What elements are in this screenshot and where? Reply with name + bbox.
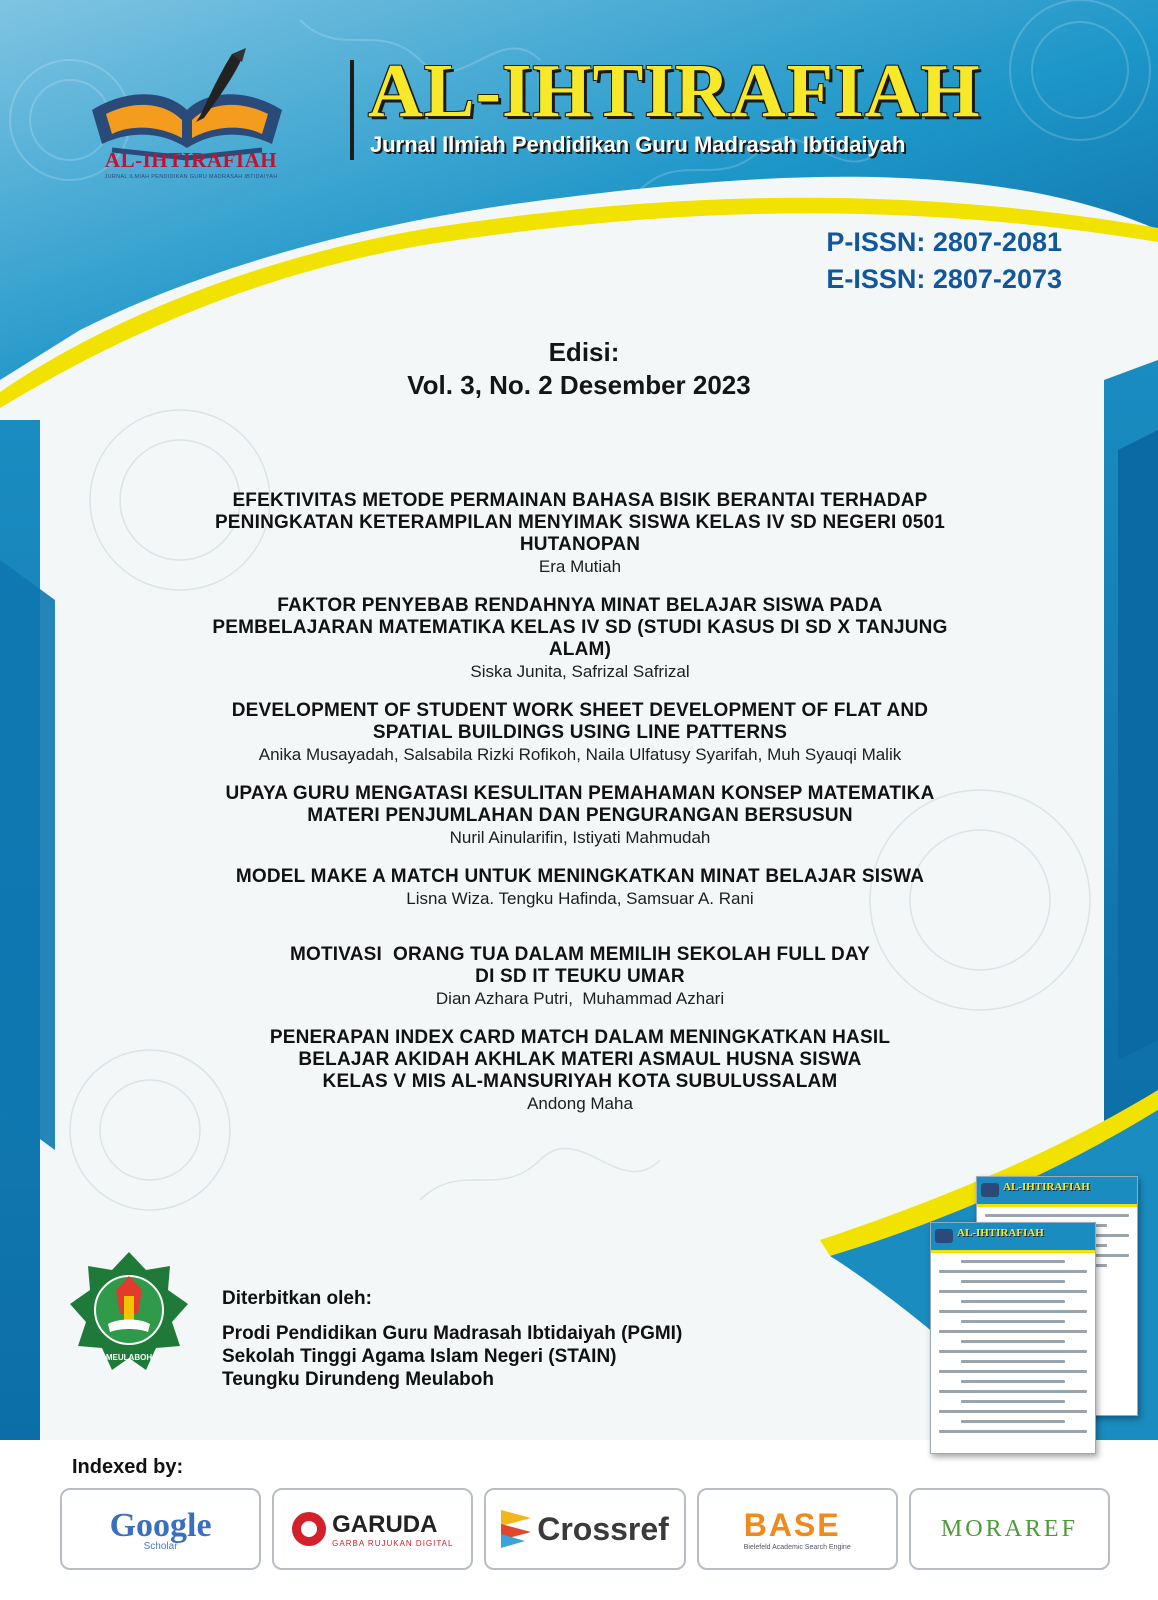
journal-subtitle: Jurnal Ilmiah Pendidikan Guru Madrasah Ibtidaiyah [370,132,906,157]
article-item [130,595,1030,683]
google-scholar-name: Google [109,1506,212,1544]
garuda-name: GARUDA [332,1510,438,1538]
garuda-icon [292,1512,326,1546]
article-authors: Era Mutiah [538,557,622,576]
thumbnail-title: AL-IHTIRAFIAH [957,1227,1044,1239]
issn-block [826,224,1062,298]
article-title-line: PENINGKATAN KETERAMPILAN MENYIMAK SISWA KELAS IV SD NEGERI 0501 [214,512,946,533]
journal-title: AL-IHTIRAFIAH [368,49,981,133]
edition-volume: Vol. 3, No. 2 Desember 2023 [407,370,751,400]
article-list [130,490,1030,1132]
article-authors: Nuril Ainularifin, Istiyati Mahmudah [449,828,711,847]
article-item [130,783,1030,849]
garuda-logo[interactable] [272,1488,473,1570]
article-authors: Andong Maha [527,1094,633,1113]
edition-block [0,336,1158,402]
article-title-line: BELAJAR AKIDAH AKHLAK MATERI ASMAUL HUSNA SISWA [298,1049,862,1070]
garuda-tagline: GARBA RUJUKAN DIGITAL [332,1538,454,1548]
edition-label: Edisi: [548,337,620,367]
article-title-line: MOTIVASI ORANG TUA DALAM MEMILIH SEKOLAH FULL DAY [290,944,870,965]
article-authors: Lisna Wiza. Tengku Hafinda, Samsuar A. Rani [406,889,754,908]
article-title-line: MODEL MAKE A MATCH UNTUK MENINGKATKAN MINAT BELAJAR SISWA [235,866,925,887]
header-divider [350,60,354,160]
publisher-line: Teungku Dirundeng Meulaboh [222,1369,494,1390]
seal-caption: MEULABOH [105,1353,153,1362]
article-authors: Anika Musayadah, Salsabila Rizki Rofikoh, Naila Ulfatusy Syarifah, Muh Syauqi Malik [258,745,902,764]
base-name: BASE [743,1507,841,1543]
article-title-line: KELAS V MIS AL-MANSURIYAH KOTA SUBULUSSALAM [322,1071,838,1092]
article-title-line: ALAM) [548,639,612,660]
indexing-logos [60,1488,1110,1570]
print-issn: P-ISSN: 2807-2081 [826,227,1062,257]
publisher-label: Diterbitkan oleh: [222,1288,372,1309]
publisher-block [222,1286,682,1391]
article-title-line: DI SD IT TEUKU UMAR [475,966,685,987]
article-item [130,490,1030,578]
article-title-line: HUTANOPAN [519,534,641,555]
thumbnail-logo-icon [935,1229,953,1243]
indexed-by-label: Indexed by: [72,1456,184,1478]
thumbnail-logo-icon [981,1183,999,1197]
google-scholar-logo[interactable] [60,1488,261,1570]
article-item [130,700,1030,766]
article-title-line: FAKTOR PENYEBAB RENDAHNYA MINAT BELAJAR SISWA PADA [277,595,883,616]
publisher-line: Sekolah Tinggi Agama Islam Negeri (STAIN) [222,1346,617,1367]
base-logo[interactable] [697,1488,898,1570]
article-item [130,944,1030,1010]
cover-thumbnails [930,1176,1142,1456]
crossref-name: Crossref [537,1510,669,1547]
publisher-line: Prodi Pendidikan Guru Madrasah Ibtidaiyah (PGMI) [222,1323,683,1344]
electronic-issn: E-ISSN: 2807-2073 [826,264,1062,294]
article-title-line: UPAYA GURU MENGATASI KESULITAN PEMAHAMAN KONSEP MATEMATIKA [225,783,935,804]
cover-thumbnail-front [930,1222,1096,1454]
logo-subtitle: JURNAL ILMIAH PENDIDIKAN GURU MADRASAH IBTIDAIYAH [104,174,278,180]
article-title-line: EFEKTIVITAS METODE PERMAINAN BAHASA BISIK BERANTAI TERHADAP [232,490,928,511]
article-authors: Dian Azhara Putri, Muhammad Azhari [435,989,725,1008]
article-title-line: PEMBELAJARAN MATEMATIKA KELAS IV SD (STUDI KASUS DI SD X TANJUNG [212,617,948,638]
thumbnail-title: AL-IHTIRAFIAH [1003,1181,1090,1193]
google-scholar-sub: Scholar [143,1540,178,1552]
moraref-name: MORAREF [940,1515,1078,1542]
article-item [130,866,1030,910]
article-authors: Siska Junita, Safrizal Safrizal [470,662,690,681]
article-title-line: MATERI PENJUMLAHAN DAN PENGURANGAN BERSUSUN [307,805,853,826]
logo-caption: AL-IHTIRAFIAH [104,148,278,172]
article-item [130,1027,1030,1115]
base-sub: Bielefeld Academic Search Engine [743,1544,851,1551]
crossref-logo[interactable] [484,1488,685,1570]
crossref-icon [501,1510,531,1548]
article-title-line: SPATIAL BUILDINGS USING LINE PATTERNS [372,722,788,743]
moraref-logo[interactable] [909,1488,1110,1570]
article-title-line: PENERAPAN INDEX CARD MATCH DALAM MENINGKATKAN HASIL [269,1027,891,1048]
institution-seal-icon [64,1248,194,1378]
article-title-line: DEVELOPMENT OF STUDENT WORK SHEET DEVELOPMENT OF FLAT AND [231,700,929,721]
